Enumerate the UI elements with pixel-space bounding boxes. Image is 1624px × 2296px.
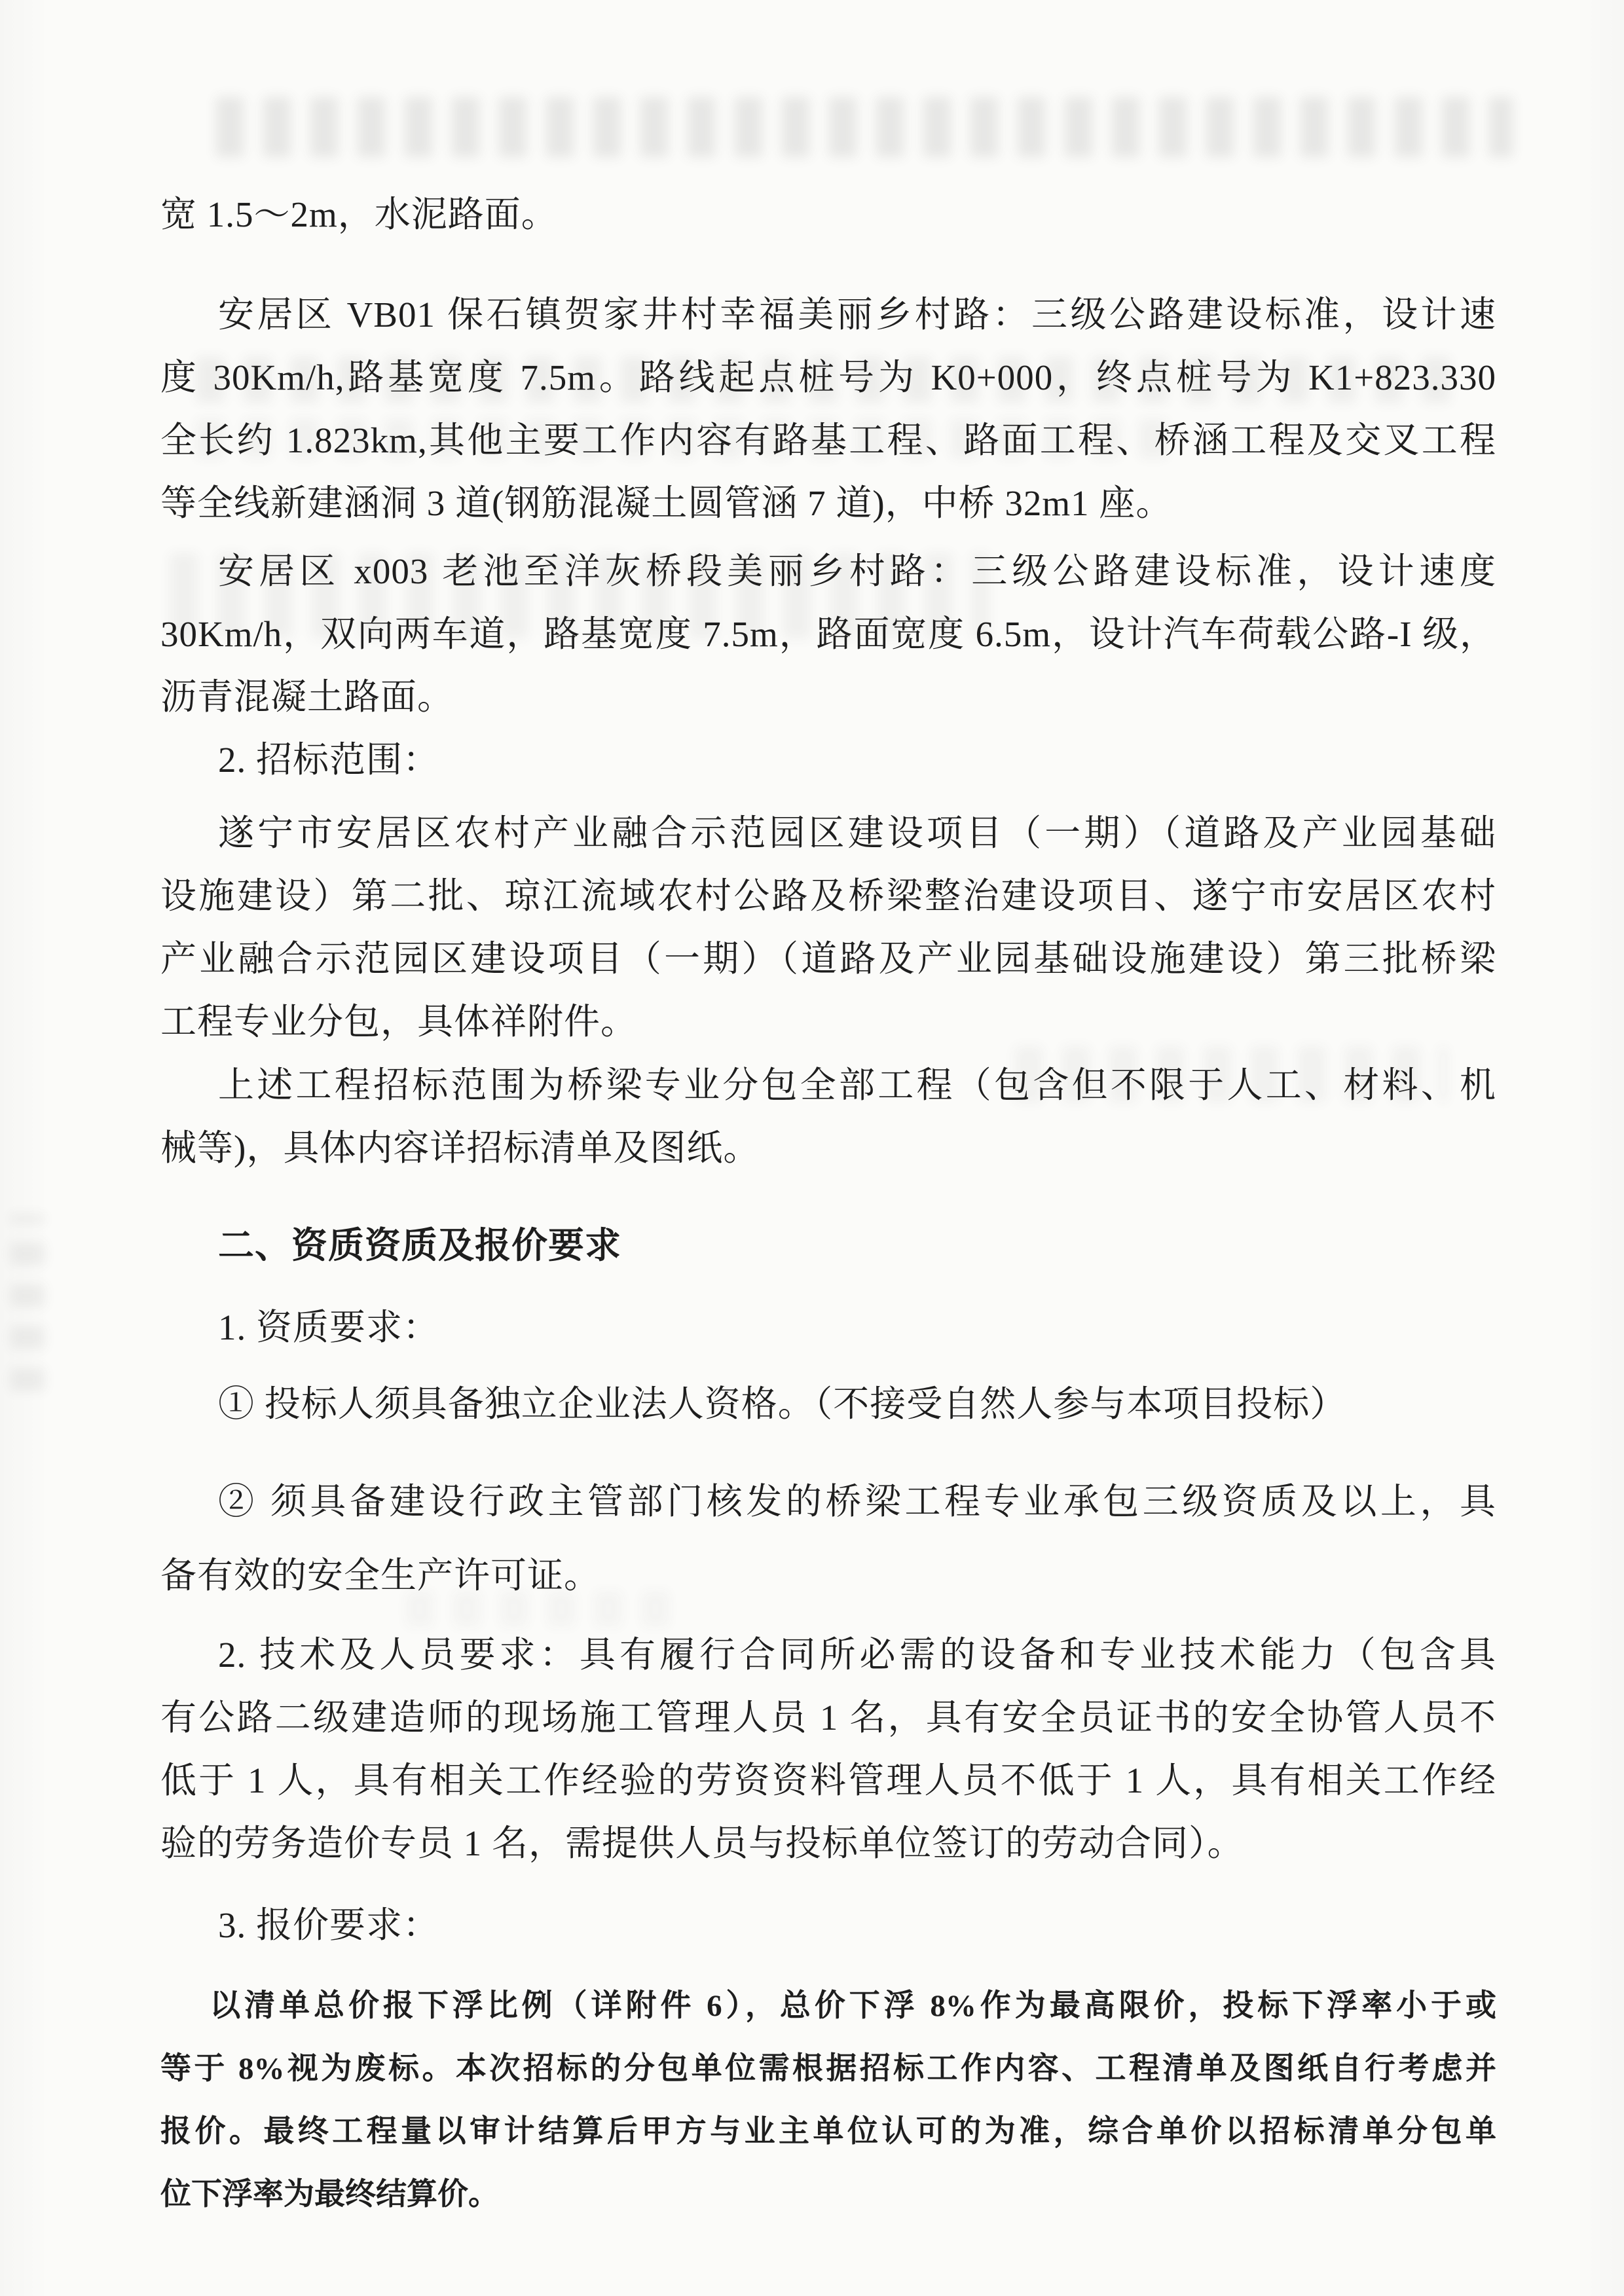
text-line: 30Km/h，双向两车道，路基宽度 7.5m，路面宽度 6.5m，设计汽车荷载公路-I 级， <box>160 614 1496 654</box>
text-line: 备有效的安全生产许可证。 <box>160 1556 601 1595</box>
text-line: 二、资质资质及报价要求 <box>218 1226 622 1266</box>
item-price-req <box>160 1894 1496 1957</box>
document-text <box>160 183 1496 2226</box>
text-line: 上述工程招标范围为桥梁专业分包全部工程（包含但不限于人工、材料、机 <box>218 1065 1496 1105</box>
text-line: 械等)，具体内容详招标清单及图纸。 <box>160 1128 760 1168</box>
para-vb01 <box>160 283 1496 535</box>
text-line: 全长约 1.823km,其他主要工作内容有路基工程、路面工程、桥涵工程及交叉工程 <box>160 420 1496 460</box>
text-line: 工程专业分包，具体祥附件。 <box>160 1002 638 1042</box>
text-line: 1. 资质要求： <box>218 1307 440 1347</box>
text-line: 设施建设）第二批、琼江流域农村公路及桥梁整治建设项目、遂宁市安居区农村 <box>160 876 1496 916</box>
text-line: 3. 报价要求： <box>218 1905 440 1945</box>
para-road-width <box>160 183 1496 246</box>
text-line: 等全线新建涵洞 3 道(钢筋混凝土圆管涵 7 道)，中桥 32m1 座。 <box>160 483 1173 523</box>
heading-section2 <box>160 1214 1496 1277</box>
text-line: ① 投标人须具备独立企业法人资格。（不接受自然人参与本项目投标） <box>218 1384 1347 1424</box>
bleed-through-smudge <box>10 1214 45 1391</box>
text-line: 位下浮率为最终结算价。 <box>160 2178 499 2212</box>
para-scope-note <box>160 1054 1496 1180</box>
para-scope-detail <box>160 802 1496 1053</box>
item-qualification <box>160 1296 1496 1359</box>
text-line: 低于 1 人，具有相关工作经验的劳资资料管理人员不低于 1 人，具有相关工作经 <box>160 1760 1496 1800</box>
text-line: 等于 8%视为废标。本次招标的分包单位需根据招标工作内容、工程清单及图纸自行考虑并 <box>160 2052 1496 2086</box>
text-line: 验的劳务造价专员 1 名，需提供人员与投标单位签订的劳动合同）。 <box>160 1823 1244 1863</box>
bleed-through-smudge <box>216 97 1513 157</box>
text-line: 以清单总价报下浮比例（详附件 6），总价下浮 8%作为最高限价，投标下浮率小于或 <box>210 1989 1496 2023</box>
para-price-detail <box>160 1975 1496 2226</box>
text-line: 报价。最终工程量以审计结算后甲方与业主单位认可的为准，综合单价以招标清单分包单 <box>160 2115 1496 2149</box>
text-line: 2. 技术及人员要求：具有履行合同所必需的设备和专业技术能力（包含具 <box>218 1635 1496 1675</box>
text-line: 度 30Km/h,路基宽度 7.5m。路线起点桩号为 K0+000，终点桩号为 K1+823.330 <box>160 357 1496 397</box>
text-line: 安居区 x003 老池至洋灰桥段美丽乡村路：三级公路建设标准，设计速度 <box>218 551 1496 591</box>
text-line: 沥青混凝土路面。 <box>160 677 454 717</box>
text-line: ② 须具备建设行政主管部门核发的桥梁工程专业承包三级资质及以上，具 <box>218 1482 1496 1522</box>
text-line: 安居区 VB01 保石镇贺家井村幸福美丽乡村路：三级公路建设标准，设计速 <box>218 295 1496 335</box>
text-line: 宽 1.5～2m，水泥路面。 <box>160 194 558 234</box>
text-line: 2. 招标范围： <box>218 740 440 780</box>
item-q1 <box>160 1373 1496 1436</box>
text-line: 有公路二级建造师的现场施工管理人员 1 名，具有安全员证书的安全协管人员不 <box>160 1698 1496 1738</box>
para-x003 <box>160 540 1496 729</box>
text-line: 遂宁市安居区农村产业融合示范园区建设项目（一期）（道路及产业园基础 <box>218 813 1496 853</box>
text-line: 产业融合示范园区建设项目（一期）（道路及产业园基础设施建设）第三批桥梁 <box>160 939 1496 979</box>
item-q2 <box>160 1465 1496 1613</box>
item-tender-scope <box>160 729 1496 792</box>
para-tech-personnel <box>160 1624 1496 1875</box>
